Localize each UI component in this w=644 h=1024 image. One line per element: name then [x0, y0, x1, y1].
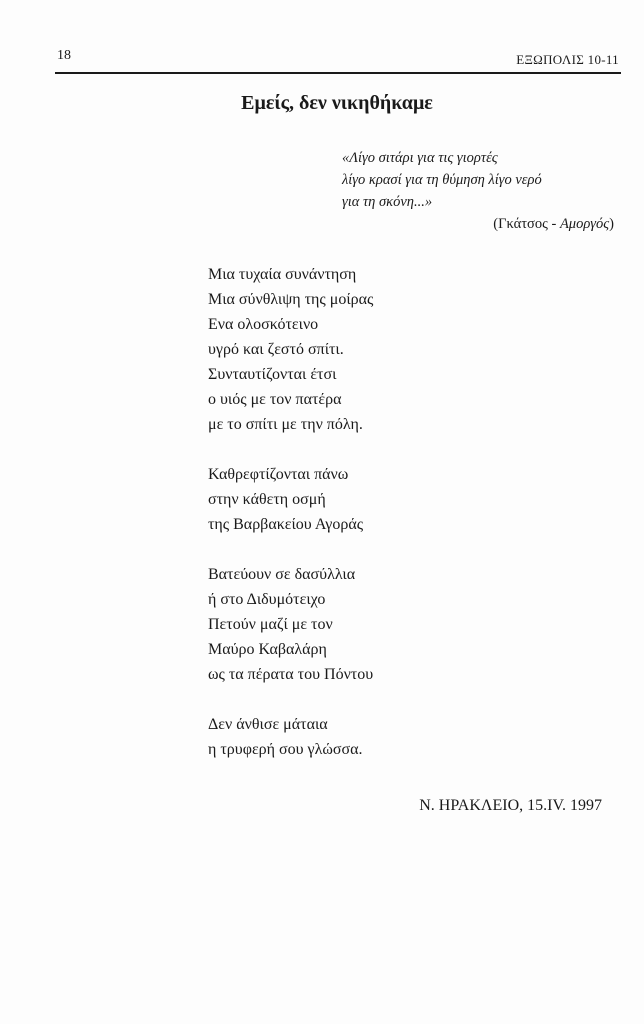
stanza [208, 712, 373, 762]
attribution-place: Αμοργός [559, 216, 610, 232]
poem-body [208, 262, 373, 787]
epigraph-line: λίγο κρασί για τη θύμηση λίγο νερό [342, 172, 542, 188]
stanza [208, 462, 373, 537]
poem-line: Δεν άνθισε μάταια [208, 716, 328, 733]
place-date-signature: Ν. ΗΡΑΚΛΕΙΟ, 15.IV. 1997 [419, 797, 602, 814]
stanza [208, 262, 373, 437]
attribution-open: ( [493, 216, 499, 232]
poem-line: με το σπίτι με την πόλη. [208, 416, 363, 433]
poem-line: Καθρεφτίζονται πάνω [208, 466, 349, 483]
poem-line: η τρυφερή σου γλώσσα. [208, 741, 363, 758]
epigraph [342, 147, 542, 213]
stanza [208, 562, 373, 687]
poem-line: Συνταυτίζονται έτσι [208, 366, 337, 383]
page-header [55, 46, 621, 74]
poem-line: Πετούν μαζί με τον [208, 616, 333, 633]
poem-line: υγρό και ζεστό σπίτι. [208, 341, 344, 358]
poem-line: Ενα ολοσκότεινο [208, 316, 319, 333]
epigraph-line: για τη σκόνη...» [342, 194, 433, 210]
poem-line: ή στο Διδυμότειχο [208, 591, 326, 608]
poem-line: Μια σύνθλιψη της μοίρας [208, 291, 374, 308]
poem-line: ως τα πέρατα του Πόντου [208, 666, 374, 683]
attribution-author: Γκάτσος [498, 216, 548, 232]
page-number: 18 [57, 48, 71, 63]
epigraph-line: «Λίγο σιτάρι για τις γιορτές [342, 150, 498, 166]
poem-line: Μαύρο Καβαλάρη [208, 641, 327, 658]
poem-line: Βατεύουν σε δασύλλια [208, 566, 356, 583]
journal-title: ΕΞΩΠΟΛΙΣ 10-11 [516, 52, 619, 67]
attribution-separator: - [547, 216, 560, 232]
attribution-close: ) [609, 216, 614, 232]
poem-line: Μια τυχαία συνάντηση [208, 266, 357, 283]
poem-title: Εμείς, δεν νικηθήκαμε [241, 92, 433, 114]
poem-line: της Βαρβακείου Αγοράς [208, 516, 364, 533]
poem-line: στην κάθετη οσμή [208, 491, 326, 508]
poem-line: ο υιός με τον πατέρα [208, 391, 342, 408]
epigraph-attribution [493, 216, 614, 233]
